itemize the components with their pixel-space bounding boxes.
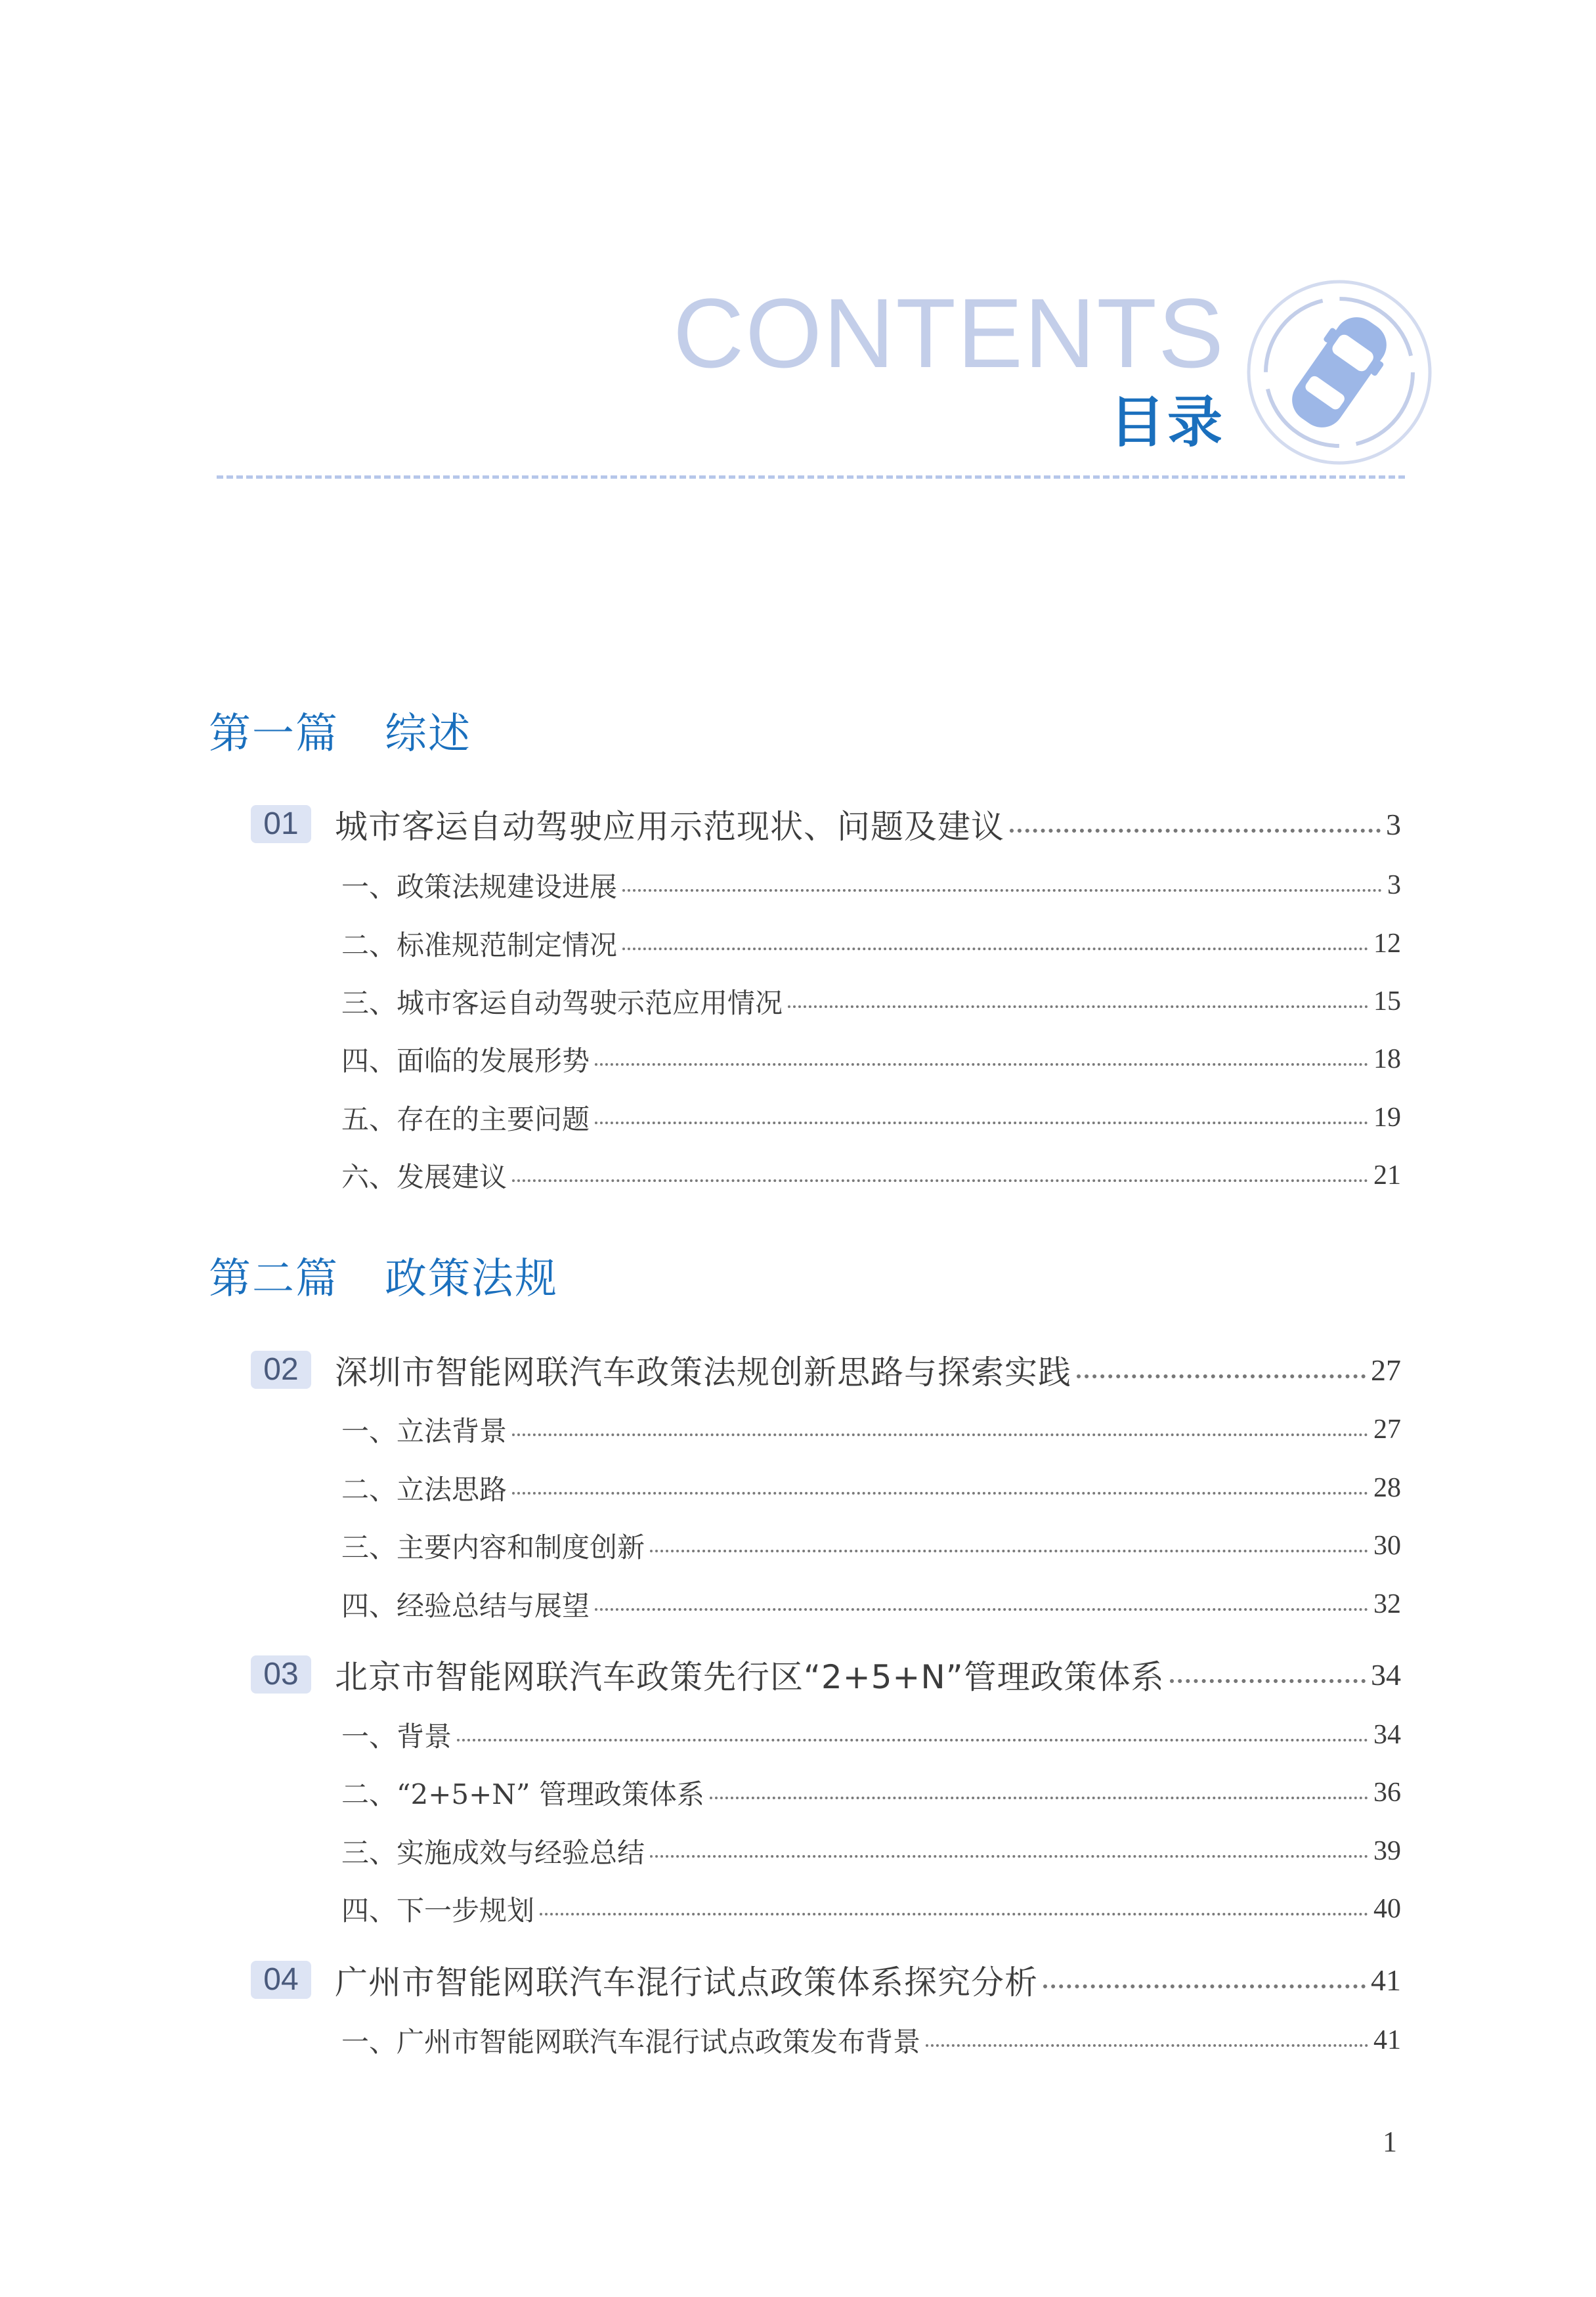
toc-section[interactable] bbox=[341, 1773, 1401, 1812]
toc-chapter-04[interactable] bbox=[251, 1958, 1401, 2002]
dot-leader bbox=[650, 1550, 1368, 1552]
chapter-number-badge: 04 bbox=[251, 1961, 311, 1999]
section-page-number: 15 bbox=[1373, 986, 1401, 1017]
part-2-title-main: 第二篇 bbox=[209, 1255, 339, 1303]
toc-section[interactable] bbox=[341, 1156, 1401, 1195]
chapter-page-number: 41 bbox=[1371, 1963, 1401, 1997]
toc-section[interactable] bbox=[341, 1468, 1401, 1508]
toc-section[interactable] bbox=[341, 2021, 1401, 2060]
dot-leader bbox=[595, 1122, 1368, 1124]
dot-leader bbox=[926, 2044, 1368, 2047]
section-page-number: 32 bbox=[1373, 1589, 1401, 1619]
section-page-number: 12 bbox=[1373, 929, 1401, 959]
dot-leader bbox=[622, 948, 1368, 950]
section-title: 一、广州市智能网联汽车混行试点政策发布背景 bbox=[341, 2026, 921, 2058]
toc-section[interactable] bbox=[341, 865, 1401, 905]
toc-chapter-01[interactable] bbox=[251, 802, 1401, 846]
dot-leader bbox=[457, 1739, 1368, 1741]
chapter-page-number: 27 bbox=[1371, 1353, 1401, 1387]
section-title: 四、经验总结与展望 bbox=[341, 1590, 590, 1622]
toc-section[interactable] bbox=[341, 982, 1401, 1021]
chapter-title: 北京市智能网联汽车政策先行区“2+5+N”管理政策体系 bbox=[335, 1658, 1165, 1696]
chapter-number-badge: 03 bbox=[251, 1655, 311, 1694]
dot-leader bbox=[512, 1179, 1368, 1182]
toc-section[interactable] bbox=[341, 924, 1401, 963]
header-dashed-rule bbox=[217, 475, 1405, 479]
section-page-number: 27 bbox=[1373, 1414, 1401, 1445]
section-title: 六、发展建议 bbox=[341, 1161, 507, 1193]
dot-leader bbox=[650, 1855, 1368, 1858]
section-title: 一、政策法规建设进展 bbox=[341, 871, 618, 903]
dot-leader bbox=[710, 1797, 1368, 1799]
section-page-number: 36 bbox=[1373, 1778, 1401, 1808]
part-1-title-main: 第一篇 bbox=[209, 710, 339, 758]
section-page-number: 19 bbox=[1373, 1103, 1401, 1133]
contents-header bbox=[0, 0, 1596, 499]
dot-leader bbox=[622, 889, 1382, 892]
toc-section[interactable] bbox=[341, 1039, 1401, 1079]
toc-chapter-03[interactable] bbox=[251, 1653, 1401, 1696]
section-title: 五、存在的主要问题 bbox=[341, 1103, 590, 1135]
toc-section[interactable] bbox=[341, 1526, 1401, 1565]
section-title: 二、“2+5+N” 管理政策体系 bbox=[341, 1778, 704, 1810]
section-title: 一、背景 bbox=[341, 1720, 452, 1753]
dot-leader bbox=[788, 1005, 1368, 1008]
dot-leader bbox=[1010, 829, 1381, 833]
dot-leader bbox=[512, 1433, 1368, 1436]
toc-section[interactable] bbox=[341, 1098, 1401, 1137]
section-page-number: 34 bbox=[1373, 1720, 1401, 1750]
part-1-title-sub: 综述 bbox=[385, 710, 471, 758]
chapter-page-number: 34 bbox=[1371, 1657, 1401, 1692]
toc-chapter-02[interactable] bbox=[251, 1348, 1401, 1391]
chapter-number-badge: 02 bbox=[251, 1351, 311, 1389]
page-number: 1 bbox=[1383, 2126, 1397, 2158]
section-title: 四、下一步规划 bbox=[341, 1894, 535, 1927]
toc-section[interactable] bbox=[341, 1585, 1401, 1624]
contents-chinese-title: 目录 bbox=[1109, 390, 1225, 454]
part-1-title bbox=[209, 708, 471, 760]
toc-section[interactable] bbox=[341, 1889, 1401, 1929]
section-page-number: 21 bbox=[1373, 1160, 1401, 1191]
section-page-number: 18 bbox=[1373, 1044, 1401, 1074]
chapter-title: 城市客运自动驾驶应用示范现状、问题及建议 bbox=[335, 808, 1004, 846]
section-title: 三、城市客运自动驾驶示范应用情况 bbox=[341, 987, 783, 1019]
part-2-title-sub: 政策法规 bbox=[385, 1255, 558, 1303]
chapter-number-badge: 01 bbox=[251, 805, 311, 843]
chapter-title: 深圳市智能网联汽车政策法规创新思路与探索实践 bbox=[335, 1353, 1071, 1391]
dot-leader bbox=[512, 1492, 1368, 1495]
toc-section[interactable] bbox=[341, 1715, 1401, 1755]
part-2-title bbox=[209, 1253, 558, 1305]
section-page-number: 40 bbox=[1373, 1894, 1401, 1924]
dot-leader bbox=[595, 1063, 1368, 1066]
dot-leader bbox=[1077, 1374, 1366, 1378]
section-page-number: 3 bbox=[1387, 870, 1401, 900]
dot-leader bbox=[1043, 1984, 1366, 1988]
section-title: 四、面临的发展形势 bbox=[341, 1045, 590, 1077]
section-title: 二、标准规范制定情况 bbox=[341, 929, 618, 961]
chapter-title: 广州市智能网联汽车混行试点政策体系探究分析 bbox=[335, 1963, 1038, 2002]
section-page-number: 41 bbox=[1373, 2025, 1401, 2055]
dot-leader bbox=[595, 1608, 1368, 1611]
contents-english-title: CONTENTS bbox=[673, 278, 1225, 388]
section-page-number: 30 bbox=[1373, 1531, 1401, 1561]
chapter-page-number: 3 bbox=[1386, 807, 1401, 841]
section-title: 三、主要内容和制度创新 bbox=[341, 1531, 645, 1564]
section-title: 二、立法思路 bbox=[341, 1474, 507, 1506]
dot-leader bbox=[540, 1913, 1368, 1915]
toc-section[interactable] bbox=[341, 1831, 1401, 1871]
section-page-number: 28 bbox=[1373, 1473, 1401, 1503]
section-page-number: 39 bbox=[1373, 1836, 1401, 1866]
section-title: 一、立法背景 bbox=[341, 1415, 507, 1447]
section-title: 三、实施成效与经验总结 bbox=[341, 1837, 645, 1869]
car-emblem-icon bbox=[1244, 277, 1434, 468]
toc-section[interactable] bbox=[341, 1410, 1401, 1449]
dot-leader bbox=[1170, 1679, 1366, 1683]
